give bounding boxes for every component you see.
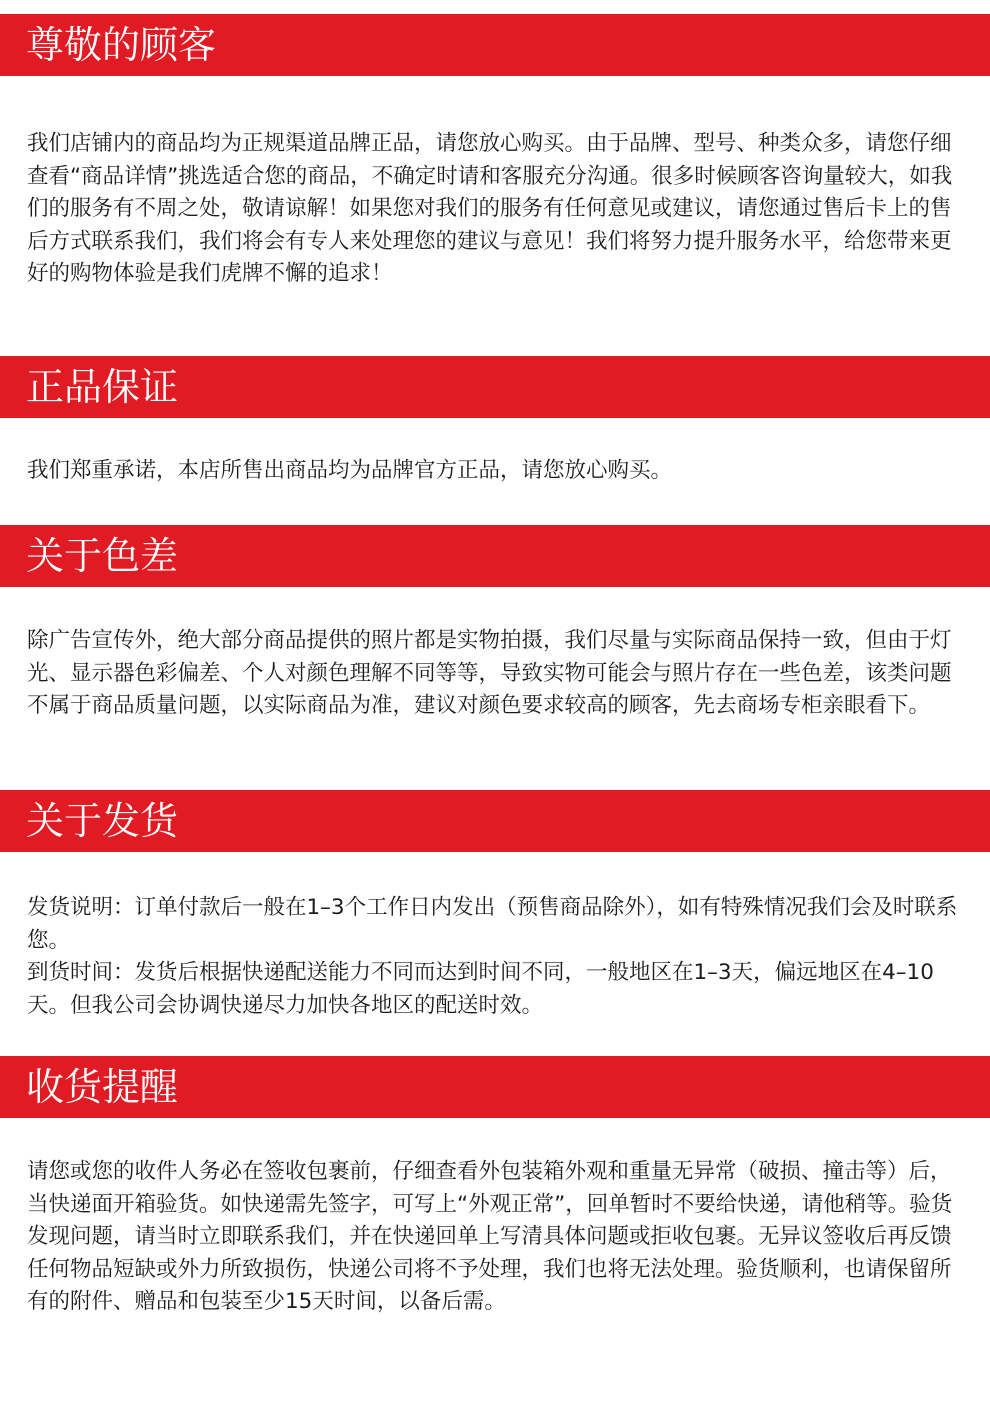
section-banner-shipping bbox=[0, 790, 990, 852]
paragraph: 我们店铺内的商品均为正规渠道品牌正品，请您放心购买。由于品牌、型号、种类众多，请您仔细查看“商品详情”挑选适合您的商品，不确定时请和客服充分沟通。很多时候顾客咨询量较大，如我们的服务有不周之处，敬请谅解！如果您对我们的服务有任何意见或建议，请您通过售后卡上的售后方式联系我们，我们将会有专人来处理您的建议与意见！我们将努力提升服务水平，给您带来更好的购物体验是我们虎牌不懈的追求！ bbox=[27, 131, 953, 286]
section-body-shipping bbox=[27, 892, 962, 1022]
section-banner-color-difference bbox=[0, 525, 990, 587]
section-title: 正品保证 bbox=[26, 365, 179, 409]
section-body-dear-customer bbox=[27, 128, 962, 291]
section-banner-dear-customer bbox=[0, 14, 990, 76]
section-body-receipt-reminder bbox=[27, 1156, 962, 1319]
section-body-color-difference bbox=[27, 625, 962, 723]
paragraph-shipping-info: 发货说明：订单付款后一般在1–3个工作日内发出（预售商品除外），如有特殊情况我们会及时联系您。 bbox=[27, 895, 958, 953]
section-body-authentic-guarantee bbox=[27, 455, 962, 488]
section-banner-authentic-guarantee bbox=[0, 356, 990, 418]
section-title: 收货提醒 bbox=[26, 1065, 179, 1109]
section-title: 尊敬的顾客 bbox=[26, 23, 217, 67]
paragraph: 我们郑重承诺，本店所售出商品均为品牌官方正品，请您放心购买。 bbox=[27, 458, 673, 483]
paragraph: 除广告宣传外，绝大部分商品提供的照片都是实物拍摄，我们尽量与实际商品保持一致，但由于灯光、显示器色彩偏差、个人对颜色理解不同等等，导致实物可能会与照片存在一些色差，该类问题不属于商品质量问题，以实际商品为准，建议对颜色要求较高的顾客，先去商场专柜亲眼看下。 bbox=[27, 628, 952, 718]
section-title: 关于色差 bbox=[26, 534, 179, 578]
section-title: 关于发货 bbox=[26, 799, 179, 843]
section-banner-receipt-reminder bbox=[0, 1056, 990, 1118]
paragraph: 请您或您的收件人务必在签收包裹前，仔细查看外包装箱外观和重量无异常（破损、撞击等）后，当快递面开箱验货。如快递需先签字，可写上“外观正常”，回单暂时不要给快递，请他稍等。验货发现问题，请当时立即联系我们，并在快递回单上写清具体问题或拒收包裹。无异议签收后再反馈任何物品短缺或外力所致损伤，快递公司将不予处理，我们也将无法处理。验货顺利，也请保留所有的附件、赠品和包装至少15天时间，以备后需。 bbox=[27, 1159, 953, 1314]
paragraph-arrival-time: 到货时间：发货后根据快递配送能力不同而达到时间不同，一般地区在1–3天，偏远地区在4–10天。但我公司会协调快递尽力加快各地区的配送时效。 bbox=[27, 960, 934, 1018]
